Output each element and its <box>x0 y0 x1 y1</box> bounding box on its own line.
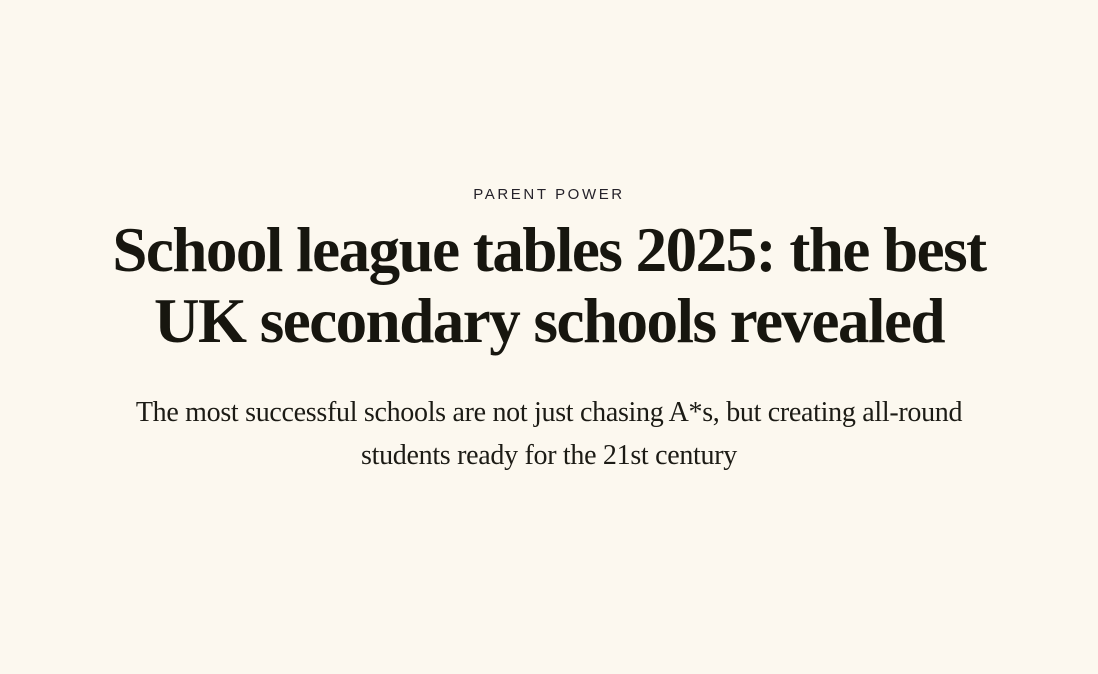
kicker-label: PARENT POWER <box>473 186 625 203</box>
headline-line-2: UK secondary schools revealed <box>153 286 945 356</box>
standfirst-line-1: The most successful schools are not just chasing A*s, but creating all-round <box>135 397 963 428</box>
headline <box>0 215 1098 357</box>
standfirst-line-2: students ready for the 21st century <box>361 440 737 471</box>
standfirst <box>0 391 1098 477</box>
headline-line-1: School league tables 2025: the best <box>112 215 986 285</box>
